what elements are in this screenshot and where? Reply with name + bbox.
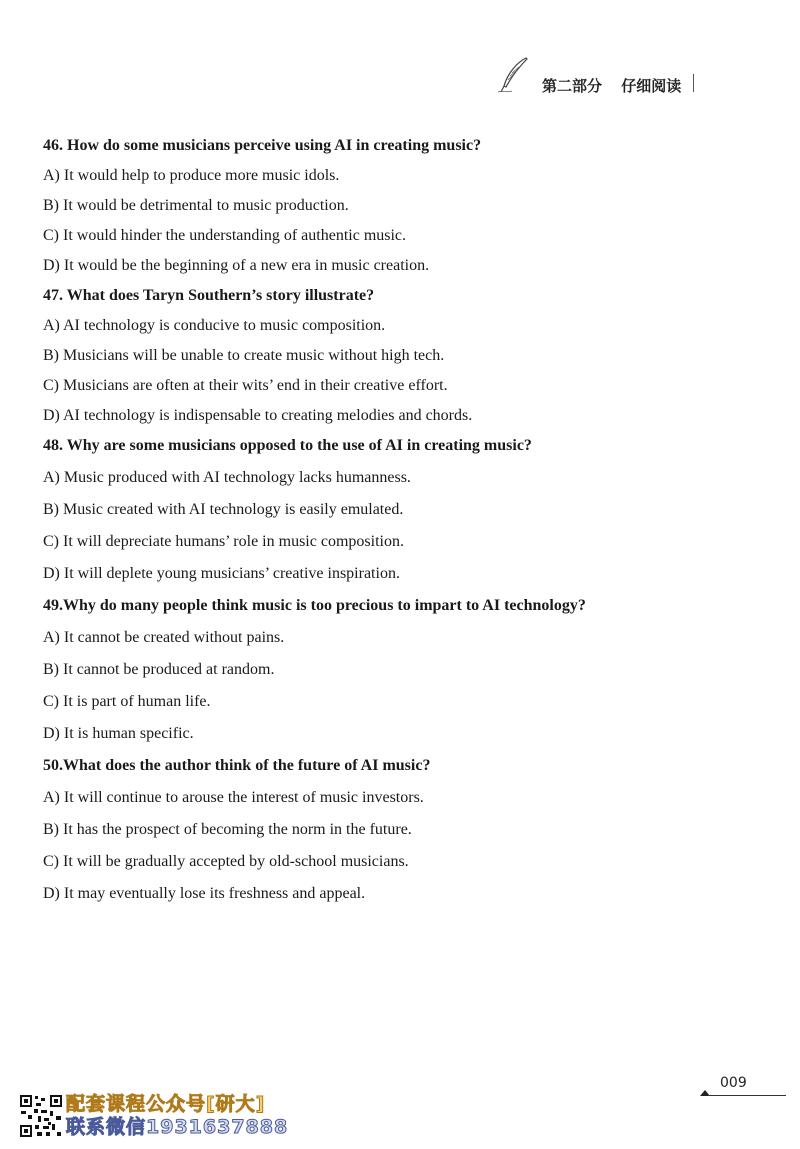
- question-50: [43, 754, 763, 906]
- question-stem: 48. Why are some musicians opposed to the use of AI in creating music?: [43, 437, 532, 454]
- option-d: D) It may eventually lose its freshness and appeal.: [43, 885, 366, 902]
- page-number-rule: [708, 1095, 786, 1096]
- option-d: D) AI technology is indispensable to creating melodies and chords.: [43, 407, 473, 424]
- question-49: [43, 594, 763, 746]
- option-d: D) It is human specific.: [43, 725, 194, 742]
- option-c: C) It is part of human life.: [43, 693, 211, 710]
- option-a: A) It will continue to arouse the interest of music investors.: [43, 789, 424, 806]
- promo-text: [66, 1093, 288, 1139]
- question-stem: 46. How do some musicians perceive using AI in creating music?: [43, 137, 482, 154]
- option-c: C) Musicians are often at their wits’ end in their creative effort.: [43, 377, 448, 394]
- option-d: D) It would be the beginning of a new era in music creation.: [43, 257, 430, 274]
- question-47: [43, 284, 763, 428]
- section-title: 仔细阅读: [621, 77, 682, 95]
- option-a: A) Music produced with AI technology lacks humanness.: [43, 469, 411, 486]
- header-divider: [693, 74, 694, 92]
- question-stem: 49.Why do many people think music is too precious to impart to AI technology?: [43, 597, 586, 614]
- page-header: [496, 56, 716, 96]
- option-c: C) It would hinder the understanding of authentic music.: [43, 227, 407, 244]
- question-46: [43, 134, 763, 278]
- section-label: [542, 75, 681, 96]
- option-b: B) Music created with AI technology is easily emulated.: [43, 501, 404, 518]
- quill-pen-icon: [496, 56, 532, 94]
- page-number: 009: [720, 1075, 747, 1091]
- option-a: A) It cannot be created without pains.: [43, 629, 285, 646]
- option-b: B) It would be detrimental to music production.: [43, 197, 349, 214]
- question-48: [43, 434, 763, 586]
- option-a: A) AI technology is conducive to music composition.: [43, 317, 386, 334]
- option-a: A) It would help to produce more music idols.: [43, 167, 340, 184]
- option-b: B) It has the prospect of becoming the norm in the future.: [43, 821, 412, 838]
- question-list: [43, 134, 763, 914]
- option-d: D) It will deplete young musicians’ creative inspiration.: [43, 565, 400, 582]
- question-stem: 47. What does Taryn Southern’s story illustrate?: [43, 287, 375, 304]
- promo-wechat-contact: 联系微信1931637888: [66, 1116, 289, 1138]
- option-b: B) It cannot be produced at random.: [43, 661, 275, 678]
- part-label: 第二部分: [542, 77, 603, 95]
- option-b: B) Musicians will be unable to create music without high tech.: [43, 347, 445, 364]
- promo-course-account: 配套课程公众号[研大]: [66, 1093, 266, 1115]
- question-stem: 50.What does the author think of the future of AI music?: [43, 757, 431, 774]
- option-c: C) It will be gradually accepted by old-school musicians.: [43, 853, 409, 870]
- option-c: C) It will depreciate humans’ role in music composition.: [43, 533, 404, 550]
- qr-code-icon[interactable]: [19, 1094, 63, 1138]
